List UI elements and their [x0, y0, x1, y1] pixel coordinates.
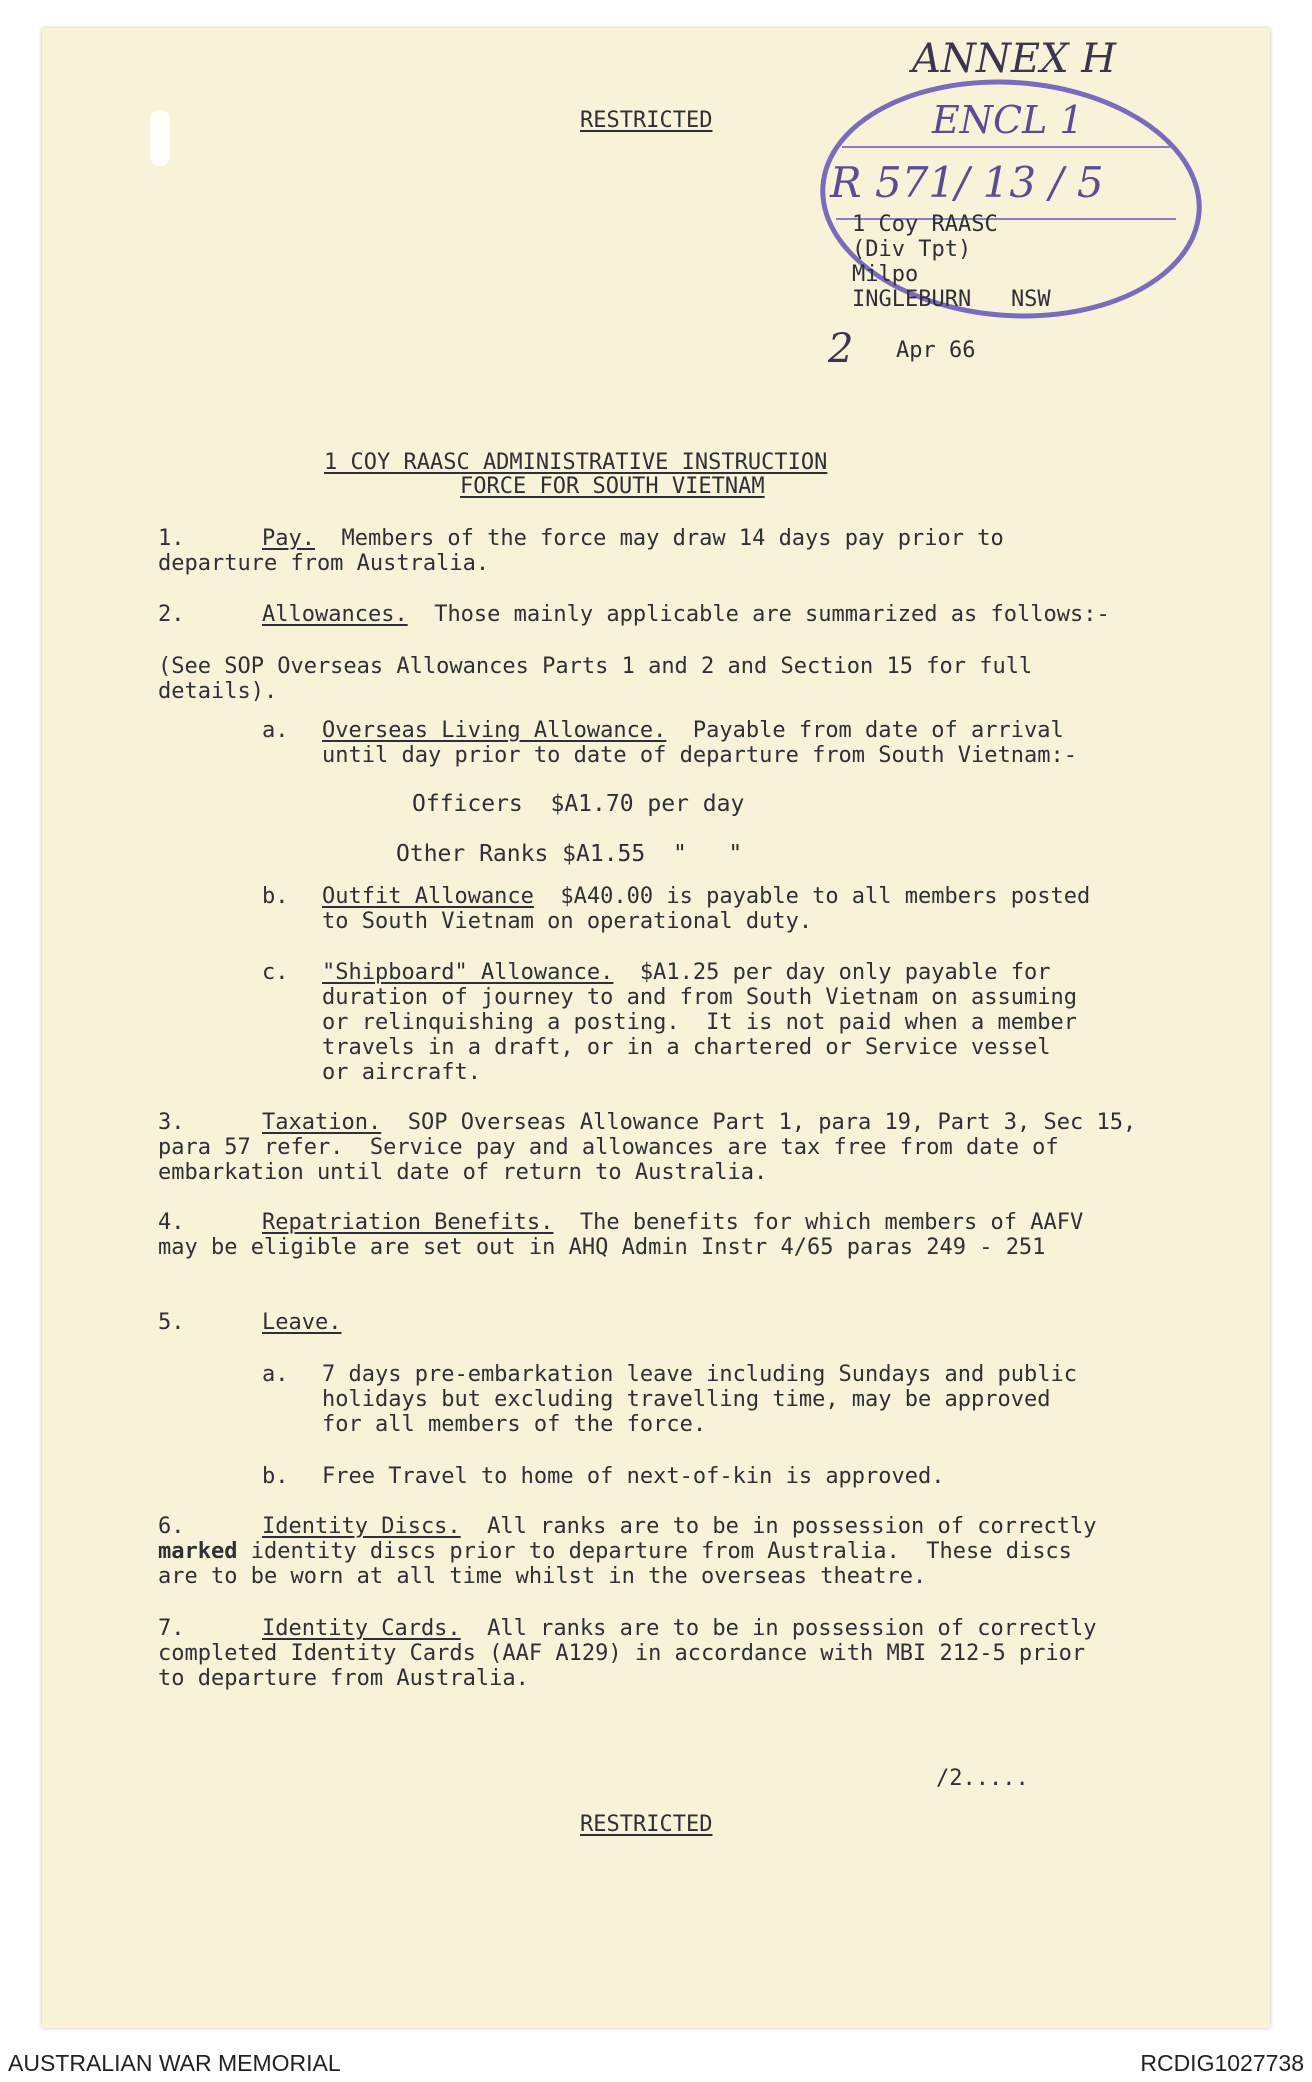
section-text: departure from Australia.: [158, 551, 490, 576]
section-text: identity discs prior to departure from Australia. These discs: [237, 1539, 1072, 1564]
section-heading: Identity Discs.: [262, 1514, 461, 1539]
subsection-heading: Outfit Allowance: [322, 884, 534, 909]
document-title: 1 COY RAASC ADMINISTRATIVE INSTRUCTION: [324, 450, 828, 475]
section-note: (See SOP Overseas Allowances Parts 1 and 2 and Section 15 for full: [158, 654, 1033, 679]
section-text: may be eligible are set out in AHQ Admin Instr 4/65 paras 249 - 251: [158, 1235, 1046, 1260]
section-text: completed Identity Cards (AAF A129) in accordance with MBI 212-5 prior: [158, 1641, 1086, 1666]
section-number: 6.: [158, 1514, 185, 1539]
section-text: to departure from Australia.: [158, 1666, 529, 1691]
subsection-text: or aircraft.: [322, 1060, 481, 1085]
subsection-heading: Overseas Living Allowance.: [322, 718, 667, 743]
file-reference: R 571/ 13 / 5: [830, 158, 1104, 207]
section-number: 2.: [158, 602, 185, 627]
section-number: 5.: [158, 1310, 185, 1335]
subsection-text: Payable from date of arrival: [666, 718, 1064, 743]
rate-other-ranks: Other Ranks $A1.55 " ": [396, 841, 743, 867]
section-heading: Taxation.: [262, 1110, 382, 1135]
section-text: marked: [158, 1539, 238, 1564]
stamp-rule: [842, 146, 1172, 148]
section-text: para 57 refer. Service pay and allowances are tax free from date of: [158, 1135, 1059, 1160]
section-heading: Repatriation Benefits.: [262, 1210, 554, 1235]
section-text: are to be worn at all time whilst in the overseas theatre.: [158, 1564, 927, 1589]
footer-source: AUSTRALIAN WAR MEMORIAL: [8, 2050, 341, 2076]
address-line: Milpo: [852, 262, 919, 287]
section-number: 7.: [158, 1616, 185, 1641]
section-heading: Identity Cards.: [262, 1616, 461, 1641]
subsection-text: for all members of the force.: [322, 1412, 707, 1437]
annex-mark: ANNEX H: [912, 36, 1117, 82]
subsection-letter: a.: [262, 718, 289, 743]
subsection-text: to South Vietnam on operational duty.: [322, 909, 813, 934]
subsection-text: or relinquishing a posting. It is not paid when a member: [322, 1010, 1077, 1035]
address-line: INGLEBURN NSW: [852, 287, 1051, 312]
section-number: 1.: [158, 526, 185, 551]
subsection-text: until day prior to date of departure from South Vietnam:-: [322, 743, 1077, 768]
subsection-letter: b.: [262, 884, 289, 909]
page-continuation: /2.....: [936, 1766, 1029, 1791]
section-text: SOP Overseas Allowance Part 1, para 19, Part 3, Sec 15,: [381, 1110, 1137, 1135]
subsection-letter: c.: [262, 960, 289, 985]
address-line: (Div Tpt): [852, 237, 972, 262]
document-subtitle: FORCE FOR SOUTH VIETNAM: [460, 474, 765, 499]
subsection-text: holidays but excluding travelling time, may be approved: [322, 1387, 1051, 1412]
section-text: Members of the force may draw 14 days pay prior to: [314, 526, 1004, 551]
section-text: All ranks are to be in possession of correctly: [460, 1514, 1097, 1539]
section-number: 3.: [158, 1110, 185, 1135]
section-text: embarkation until date of return to Australia.: [158, 1160, 768, 1185]
punch-hole: [150, 110, 170, 166]
rate-officers: Officers $A1.70 per day: [412, 791, 745, 817]
subsection-text: $A1.25 per day only payable for: [613, 960, 1051, 985]
section-note: details).: [158, 679, 278, 704]
subsection-letter: a.: [262, 1362, 289, 1387]
subsection-text: travels in a draft, or in a chartered or Service vessel: [322, 1035, 1051, 1060]
section-heading: Leave.: [262, 1310, 342, 1335]
address-line: 1 Coy RAASC: [852, 212, 998, 237]
section-text: Those mainly applicable are summarized as follows:-: [407, 602, 1110, 627]
section-number: 4.: [158, 1210, 185, 1235]
date-day: 2: [828, 326, 854, 372]
section-heading: Pay.: [262, 526, 315, 551]
classification-bottom: RESTRICTED: [580, 1812, 713, 1837]
section-text: All ranks are to be in possession of correctly: [460, 1616, 1097, 1641]
subsection-text: duration of journey to and from South Vietnam on assuming: [322, 985, 1077, 1010]
section-heading: Allowances.: [262, 602, 408, 627]
subsection-heading: "Shipboard" Allowance.: [322, 960, 614, 985]
subsection-text: Free Travel to home of next-of-kin is approved.: [322, 1464, 945, 1489]
subsection-letter: b.: [262, 1464, 289, 1489]
encl-mark: ENCL 1: [932, 98, 1084, 142]
subsection-text: $A40.00 is payable to all members posted: [533, 884, 1091, 909]
classification-top: RESTRICTED: [580, 108, 713, 133]
section-text: The benefits for which members of AAFV: [553, 1210, 1084, 1235]
subsection-text: 7 days pre-embarkation leave including Sundays and public: [322, 1362, 1077, 1387]
date-month-year: Apr 66: [896, 338, 976, 363]
footer-id: RCDIG1027738: [1140, 2050, 1304, 2076]
